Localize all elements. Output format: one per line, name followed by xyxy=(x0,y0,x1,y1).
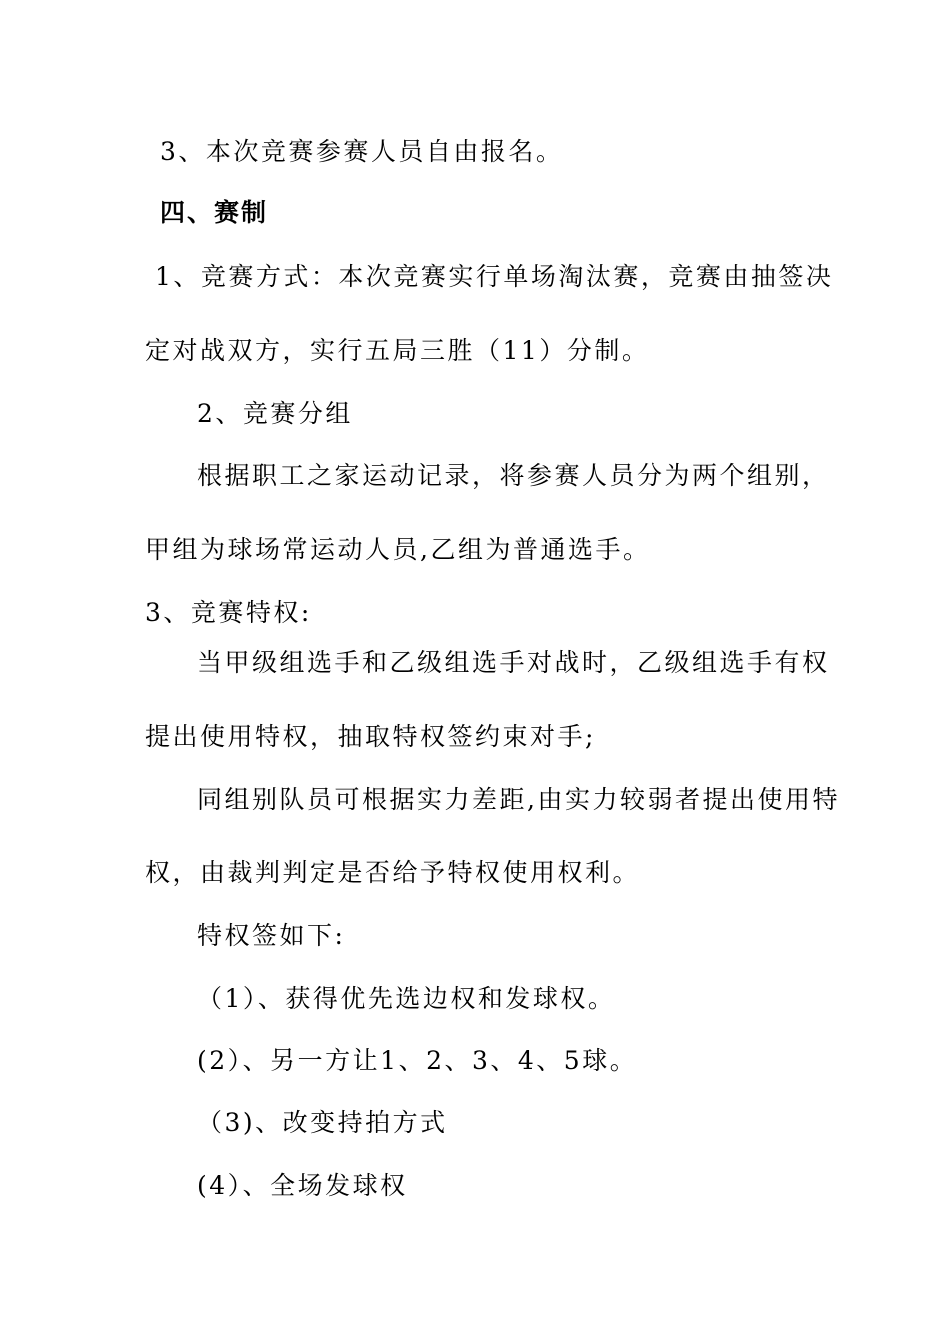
privilege-paragraph-1-line-1: 当甲级组选手和乙级组选手对战时，乙级组选手有权 xyxy=(197,648,830,677)
privilege-list-item: （3)、改变持拍方式 xyxy=(197,1108,448,1137)
signup-item: 3、本次竞赛参赛人员自由报名。 xyxy=(160,137,564,166)
grouping-paragraph-line-2: 甲组为球场常运动人员,乙组为普通选手。 xyxy=(145,535,651,564)
privilege-list-intro: 特权签如下: xyxy=(197,921,346,950)
privilege-paragraph-1-line-2: 提出使用特权，抽取特权签约束对手; xyxy=(145,722,596,751)
privilege-list-item: (4）、全场发球权 xyxy=(197,1171,408,1200)
privilege-subtitle: 3、竞赛特权: xyxy=(145,598,312,627)
privilege-paragraph-2-line-1: 同组别队员可根据实力差距,由实力较弱者提出使用特 xyxy=(197,785,840,814)
privilege-list-item: （1）、获得优先选边权和发球权。 xyxy=(197,984,616,1013)
grouping-subtitle: 2、竞赛分组 xyxy=(197,399,353,428)
privilege-list-item: (2）、另一方让1、2、3、4、5球。 xyxy=(197,1046,638,1075)
format-paragraph-line-2: 定对战双方，实行五局三胜（11）分制。 xyxy=(145,336,650,365)
format-paragraph-line-1: 1、竞赛方式：本次竞赛实行单场淘汰赛，竞赛由抽签决 xyxy=(155,262,834,291)
section-heading-format: 四、赛制 xyxy=(160,198,269,227)
grouping-paragraph-line-1: 根据职工之家运动记录，将参赛人员分为两个组别， xyxy=(197,461,830,490)
privilege-paragraph-2-line-2: 权，由裁判判定是否给予特权使用权利。 xyxy=(145,858,641,887)
